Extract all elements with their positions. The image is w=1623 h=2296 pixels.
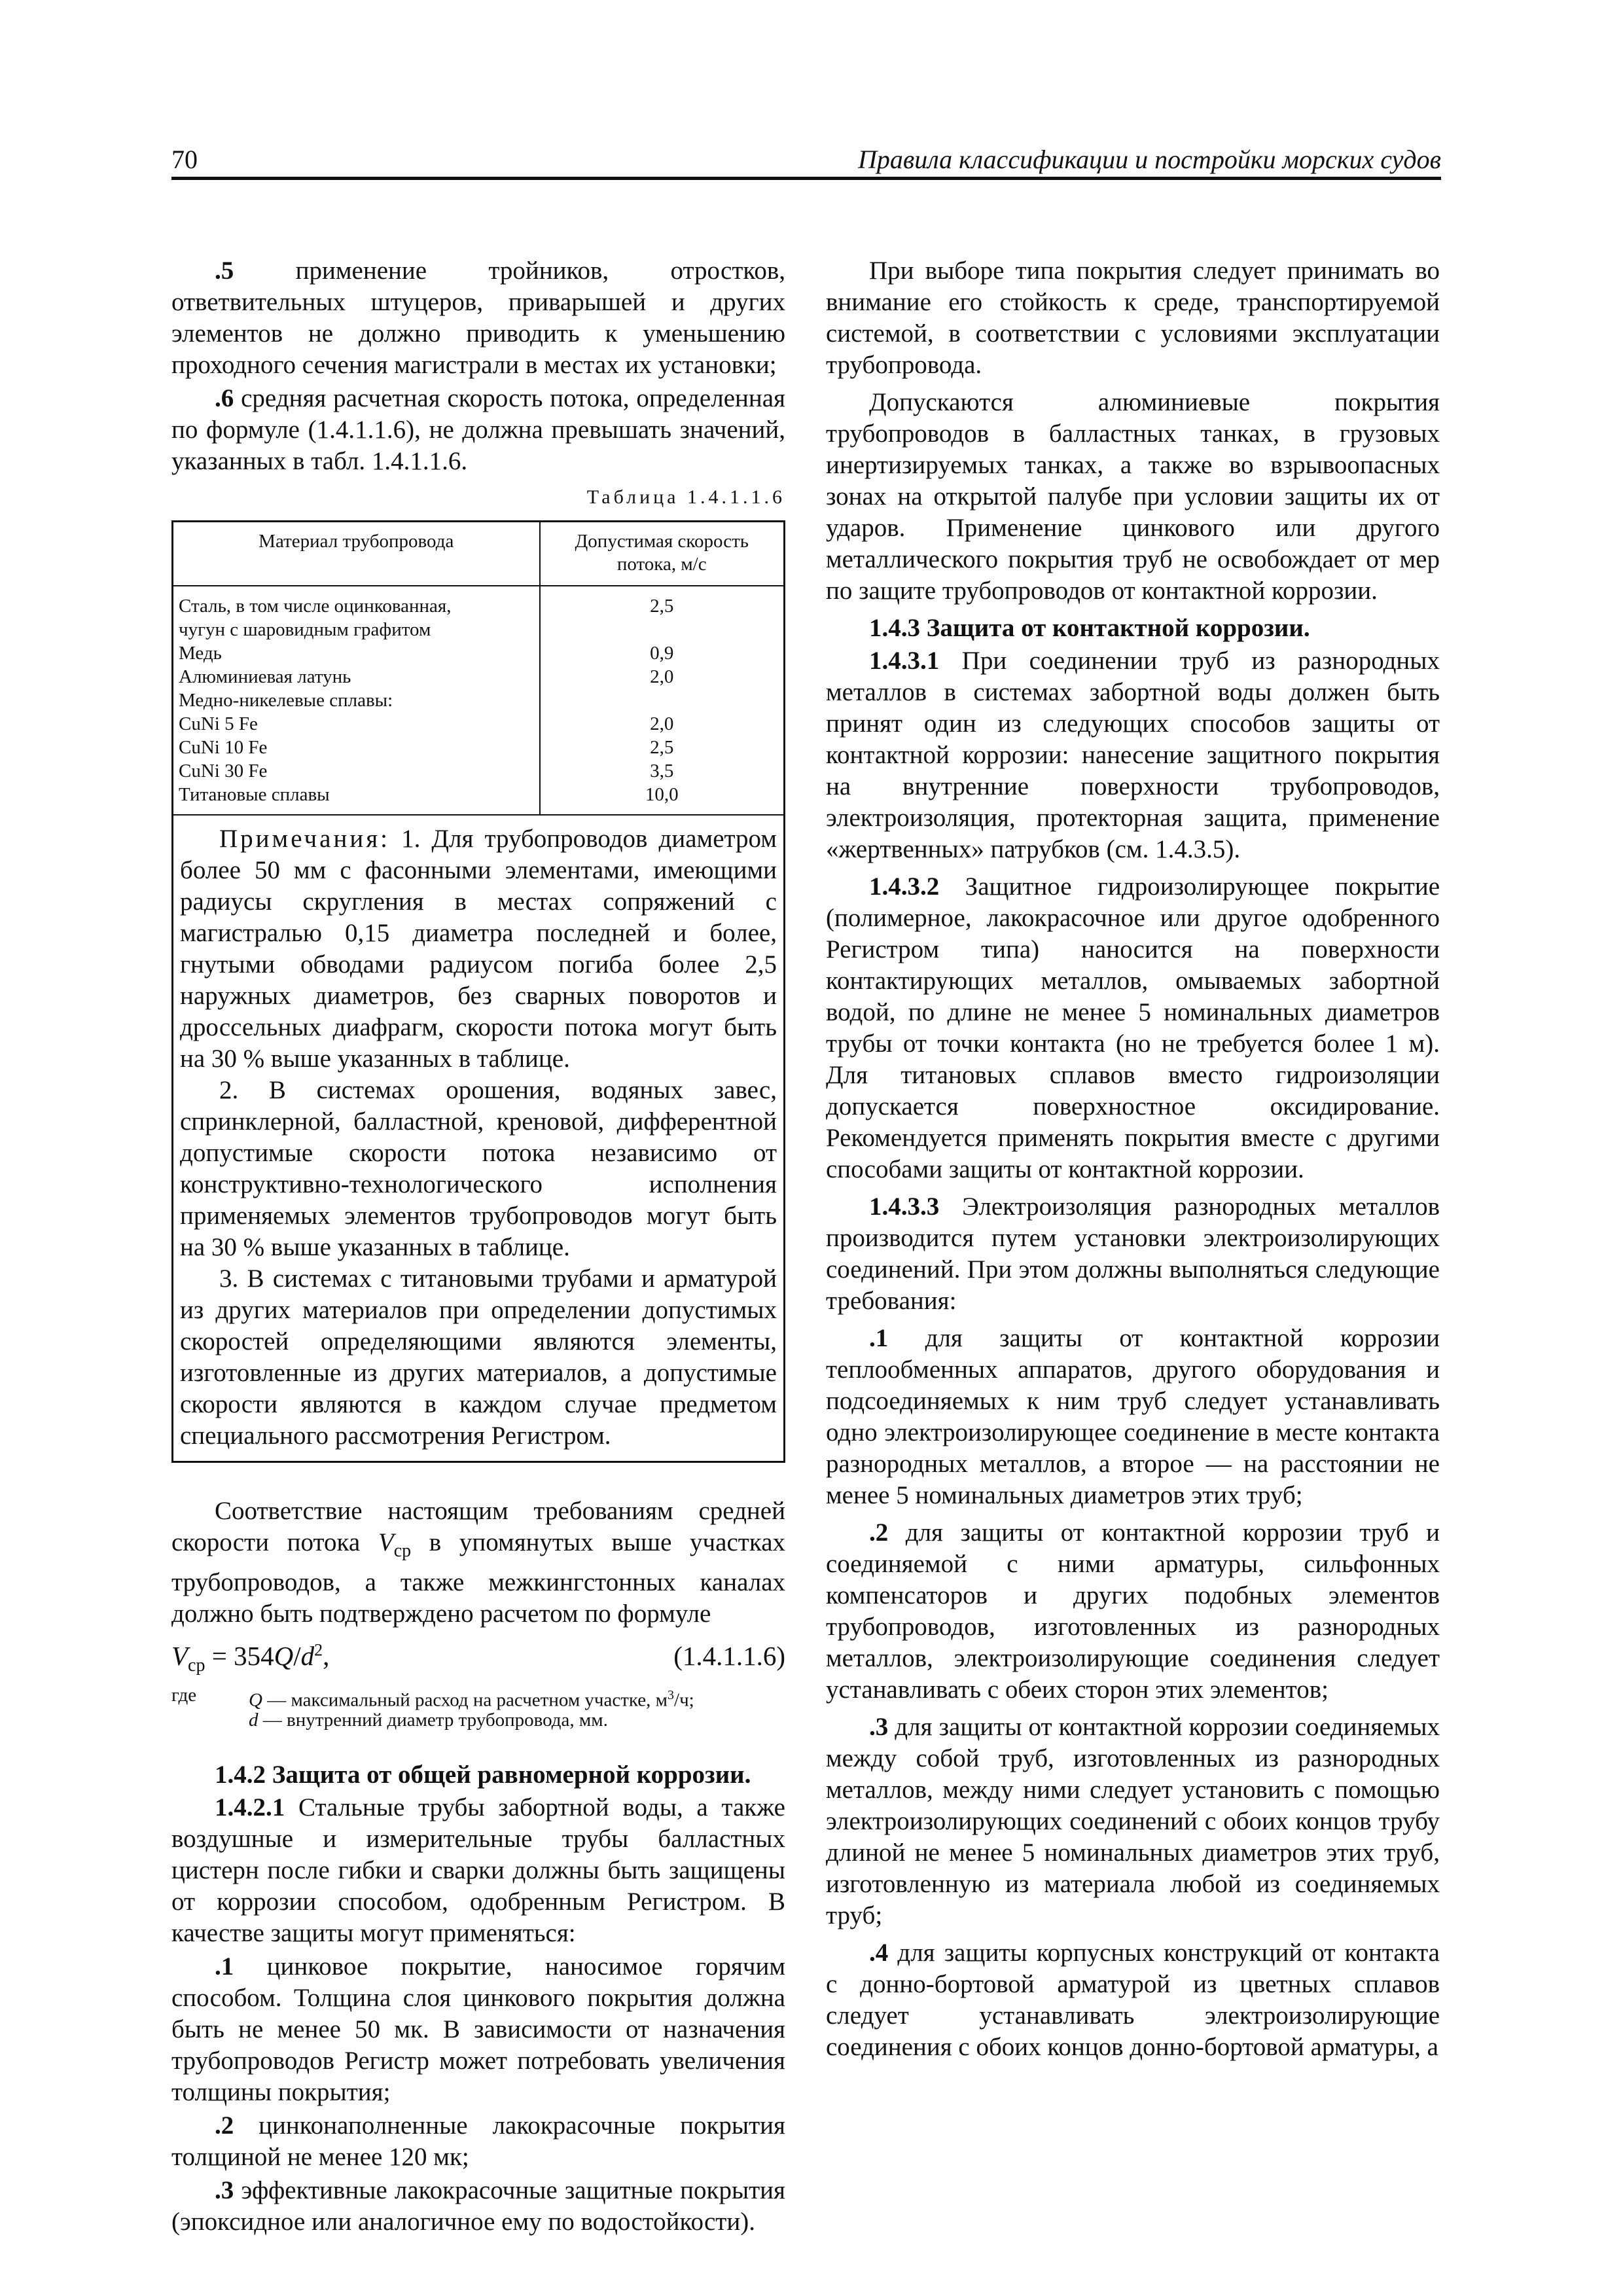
formula-q: Q xyxy=(274,1640,294,1671)
compliance-sub: ср xyxy=(393,1540,412,1561)
formula-comma: , xyxy=(323,1640,330,1671)
table-cell-material: CuNi 5 Fe xyxy=(173,712,540,736)
table-cell-velocity: 2,0 xyxy=(650,666,674,687)
table-row xyxy=(173,712,785,736)
notes-label: Примечания: xyxy=(219,825,390,853)
section-1-4-3-3-text: Электроизоляция разнородных металлов производится путем установки электроизолирующих соединений. При этом должны выполняться следующие требования: xyxy=(826,1193,1440,1315)
section-1-4-3-title: 1.4.3 Защита от контактной коррозии. xyxy=(869,614,1310,642)
where-q-exp: 3 xyxy=(668,1687,675,1702)
table-cell-velocity: 0,9 xyxy=(650,643,674,664)
table-note-1 xyxy=(180,823,777,1075)
table-row xyxy=(173,665,785,689)
list-item-1-text: цинковое покрытие, наносимое горячим способом. Толщина слоя цинкового покрытия должна быть не менее 50 мк. В зависимости от назначения трубопроводов Регистр может потребовать увеличения толщины покрытия; xyxy=(171,1952,785,2106)
requirement-1 xyxy=(826,1323,1440,1511)
formula-legend xyxy=(171,1683,785,1737)
list-item-2-number: .2 xyxy=(215,2111,234,2140)
coating-choice-paragraph: При выборе типа покрытия следует принимать во внимание его стойкость к среде, транспортируемой системой, в соответствии с условиями эксплуатации трубопровода. xyxy=(826,257,1440,379)
section-1-4-3-2-number: 1.4.3.2 xyxy=(869,872,940,901)
table-row xyxy=(173,641,785,665)
item-5-number: .5 xyxy=(215,257,234,285)
where-d-symbol: d xyxy=(249,1709,259,1731)
section-1-4-2-1-text: Стальные трубы забортной воды, а также воздушные и измерительные трубы балластных цистерн после гибки и сварки должны быть защищены от коррозии способом, одобренным Регистром. В качестве защиты могут применяться: xyxy=(171,1793,785,1947)
item-6 xyxy=(171,383,785,477)
table-notes-row xyxy=(173,815,785,1462)
table-cell-material: CuNi 10 Fe xyxy=(173,736,540,759)
section-1-4-3-2-text: Защитное гидроизолирующее покрытие (полимерное, лакокрасочное или другое одобренного Регистром типа) наносится на поверхности контактирующих металлов, омываемых забортной водой, по длине не менее 5 номинальных диаметров трубы от точки контакта (но не требуется более 1 м). Для титановых сплавов вместо гидроизоляции допускается поверхностное оксидирование. Рекомендуется применять покрытия вместе с другими способами защиты от контактной коррозии. xyxy=(826,872,1440,1183)
table-notes xyxy=(173,815,785,1462)
requirement-1-text: для защиты от контактной коррозии теплообменных аппаратов, другого оборудования и подсоединяемых к ним труб следует устанавливать одно электроизолирующее соединение в месте контакта разнородных металлов, а второе — на расстоянии не менее 5 номинальных диаметров этих труб; xyxy=(826,1324,1440,1509)
compliance-text-b: в упомянутых выше участках трубопроводов, а также межкингстонных каналах должно быть подтверждено расчетом по формуле xyxy=(171,1528,786,1628)
table-cell-material: Медно-никелевые сплавы: xyxy=(173,689,540,712)
list-item-3 xyxy=(171,2175,785,2238)
list-item-2 xyxy=(171,2110,785,2173)
where-d xyxy=(249,1708,608,1732)
where-label: где xyxy=(171,1684,197,1706)
formula xyxy=(171,1640,785,1677)
table-note-2: 2. В системах орошения, водяных завес, спринклерной, балластной, креновой, дифферентной допустимые скорости потока независимо от конструктивно-технологического исполнения применяемых элементов трубопроводов могут быть на 30 % выше указанных в таблице. xyxy=(180,1076,777,1261)
formula-d: d xyxy=(300,1640,315,1671)
table-cell-velocity: 2,5 xyxy=(650,737,674,758)
compliance-text-a: Соответствие настоящим требованиям средней скорости потока xyxy=(171,1497,785,1556)
table-cell-velocity: 2,0 xyxy=(650,713,674,734)
table-row xyxy=(173,618,785,641)
item-5-text: применение тройников, отростков, ответвительных штуцеров, приварышей и других элементов не должно приводить к уменьшению проходного сечения магистрали в местах их установки; xyxy=(171,257,785,379)
table-cell-velocity: 3,5 xyxy=(650,761,674,781)
right-column xyxy=(826,255,1440,2065)
table-cell-velocity xyxy=(540,618,785,641)
table-cell-material: чугун с шаровидным графитом xyxy=(173,618,540,641)
formula-slash: / xyxy=(293,1640,301,1671)
table-cell-velocity: 10,0 xyxy=(645,784,679,805)
where-q-symbol: Q xyxy=(249,1689,262,1711)
table-note-3: 3. В системах с титановыми трубами и арматурой из других материалов при определении допустимых скоростей определяющими являются элементы, изготовленные из других материалов, а допустимые скорости являются в каждом случае предметом специального рассмотрения Регистром. xyxy=(180,1265,777,1450)
page-header xyxy=(171,139,1441,179)
list-item-3-number: .3 xyxy=(215,2176,234,2204)
list-item-1-number: .1 xyxy=(215,1952,234,1981)
left-column xyxy=(171,255,785,2240)
table-row xyxy=(173,759,785,783)
where-d-text: — внутренний диаметр трубопровода, мм. xyxy=(258,1709,608,1731)
table-header-material: Материал трубопровода xyxy=(173,522,540,586)
table-cell-material: Титановые сплавы xyxy=(173,783,540,815)
table-cell-material: Медь xyxy=(173,641,540,665)
formula-exp: 2 xyxy=(314,1640,323,1660)
requirement-2 xyxy=(826,1517,1440,1706)
velocity-table xyxy=(171,520,785,1463)
formula-number: (1.4.1.1.6) xyxy=(673,1640,785,1671)
requirement-3-number: .3 xyxy=(869,1713,889,1741)
note-1-text: 1. Для трубопроводов диаметром более 50 мм с фасонными элементами, имеющими радиусы скругления в местах сопряжений с магистралью 0,15 диаметра последней и более, гнутыми обводами радиусом погиба более 2,5 наружных диаметров, без сварных поворотов и дроссельных диафрагм, скорости потока могут быть на 30 % выше указанных в таблице. xyxy=(180,825,777,1073)
requirement-3-text: для защиты от контактной коррозии соединяемых между собой труб, изготовленных из разнородных металлов, между ними следует установить с помощью электроизолирующих соединений с обоих концов трубу длиной не менее 5 номинальных диаметров этих труб, изготовленную из материала любой из соединяемых труб; xyxy=(826,1713,1440,1929)
section-1-4-3-2 xyxy=(826,871,1440,1185)
list-item-3-text: эффективные лакокрасочные защитные покрытия (эпоксидное или аналогичное ему по водостойкости). xyxy=(171,2176,785,2236)
requirement-4-text: для защиты корпусных конструкций от контакта с донно-бортовой арматурой из цветных сплавов следует устанавливать электроизолирующие соединения с обоих концов донно-бортовой арматуры, а xyxy=(826,1939,1440,2061)
section-1-4-2-title: 1.4.2 Защита от общей равномерной коррозии. xyxy=(215,1760,751,1789)
section-1-4-2-1 xyxy=(171,1792,785,1949)
list-item-1 xyxy=(171,1951,785,2108)
section-1-4-3-1 xyxy=(826,645,1440,865)
formula-v-sub: ср xyxy=(188,1655,205,1676)
formula-eq: = 354 xyxy=(205,1640,274,1671)
page-number: 70 xyxy=(171,145,198,174)
table-cell-velocity xyxy=(540,689,785,712)
section-1-4-2-1-number: 1.4.2.1 xyxy=(215,1793,285,1821)
section-1-4-3-3-number: 1.4.3.3 xyxy=(869,1193,940,1221)
table-header-velocity: Допустимая скорость потока, м/с xyxy=(540,522,785,586)
where-q-text-a: — максимальный расход на расчетном участке, м xyxy=(262,1689,668,1711)
section-1-4-3-1-number: 1.4.3.1 xyxy=(869,647,940,675)
header-rule xyxy=(171,177,1441,180)
requirement-2-number: .2 xyxy=(869,1518,889,1547)
formula-v: V xyxy=(171,1640,188,1671)
table-cell-material: Сталь, в том числе оцинкованная, xyxy=(173,586,540,618)
section-1-4-3-3 xyxy=(826,1191,1440,1317)
compliance-paragraph xyxy=(171,1496,785,1630)
table-row xyxy=(173,783,785,815)
requirement-4-number: .4 xyxy=(869,1939,889,1967)
list-item-2-text: цинконаполненные лакокрасочные покрытия толщиной не менее 120 мк; xyxy=(171,2111,785,2171)
table-row xyxy=(173,736,785,759)
item-5 xyxy=(171,255,785,381)
table-row xyxy=(173,586,785,618)
table-header-row xyxy=(173,522,785,586)
where-q-text-b: /ч; xyxy=(674,1689,694,1711)
requirement-4 xyxy=(826,1937,1440,2063)
requirement-3 xyxy=(826,1712,1440,1931)
item-6-text: средняя расчетная скорость потока, определенная по формуле (1.4.1.1.6), не должна превышать значений, указанных в табл. 1.4.1.1.6. xyxy=(171,384,785,475)
running-title: Правила классификации и постройки морских судов xyxy=(857,145,1441,174)
table-cell-velocity: 2,5 xyxy=(650,596,674,617)
requirement-2-text: для защиты от контактной коррозии труб и соединяемой с ними арматуры, сильфонных компенсаторов и других подобных элементов трубопроводов, изготовленных из разнородных металлов, электроизолирующие соединения следует устанавливать с обеих сторон этих элементов; xyxy=(826,1518,1440,1704)
table-row xyxy=(173,689,785,712)
formula-expression xyxy=(171,1640,329,1676)
item-6-number: .6 xyxy=(215,384,234,412)
table-caption: Таблица 1.4.1.1.6 xyxy=(586,486,785,508)
section-1-4-3-1-text: При соединении труб из разнородных металлов в системах забортной воды должен быть принят один из следующих способов защиты от контактной коррозии: нанесение защитного покрытия на внутренние поверхности трубопроводов, электроизоляция, протекторная защита, применение «жертвенных» патрубков (см. 1.4.3.5). xyxy=(826,647,1440,863)
table-cell-material: Алюминиевая латунь xyxy=(173,665,540,689)
aluminium-coating-paragraph: Допускаются алюминиевые покрытия трубопроводов в балластных танках, в грузовых инертизируемых танках, а также во взрывоопасных зонах на открытой палубе при условии защиты их от ударов. Применение цинкового или другого металлического покрытия труб не освобождает от мер по защите трубопроводов от контактной коррозии. xyxy=(826,388,1440,605)
requirement-1-number: .1 xyxy=(869,1324,889,1352)
table-cell-material: CuNi 30 Fe xyxy=(173,759,540,783)
compliance-var: V xyxy=(378,1528,394,1556)
